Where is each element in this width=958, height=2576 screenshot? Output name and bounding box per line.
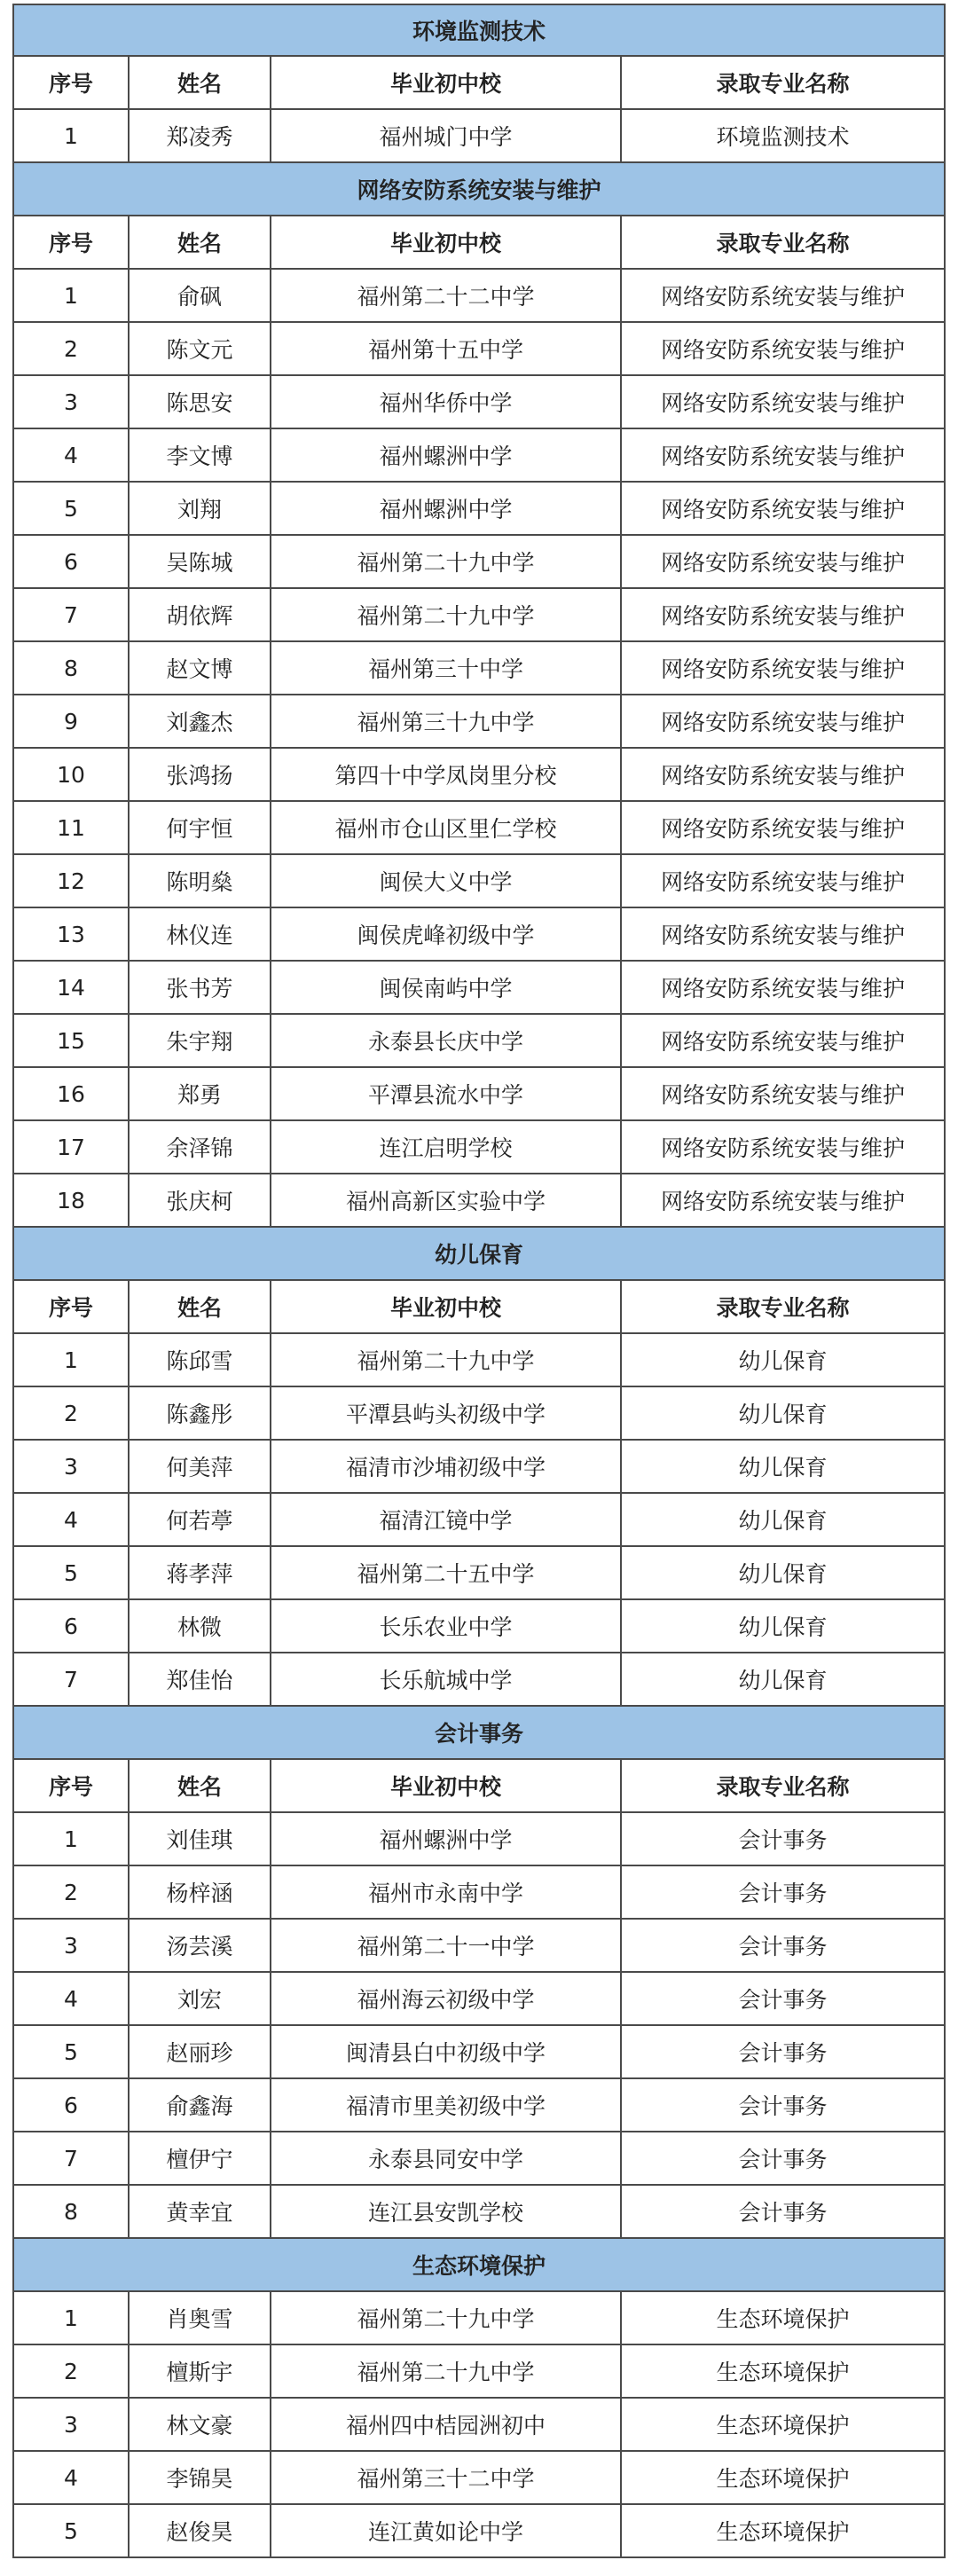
table-row [12,2505,946,2558]
index-cell: 1 [14,1334,130,1386]
major-cell: 会计事务 [738,1987,828,2013]
index-cell: 8 [14,2186,130,2237]
school-cell: 福州第二十五中学 [271,1547,622,1598]
index-cell: 1 [14,1813,130,1865]
column-header: 录取专业名称 [716,231,850,256]
index-cell: 9 [14,695,130,747]
column-header: 姓名 [130,1760,271,1811]
school-cell: 福州四中桔园洲初中 [271,2399,622,2450]
index-cell: 16 [14,1068,130,1119]
index-cell: 6 [14,536,130,587]
column-header: 毕业初中校 [271,57,622,108]
major-cell: 会计事务 [738,2147,828,2172]
name-cell: 余泽锦 [130,1121,271,1173]
column-header: 毕业初中校 [271,1760,622,1811]
major-cell: 网络安防系统安装与维护 [660,444,905,469]
school-cell: 永泰县同安中学 [271,2132,622,2184]
index-cell: 3 [14,1920,130,1971]
table-row [12,1920,946,1973]
name-cell: 朱宇翔 [130,1015,271,1066]
major-cell: 网络安防系统安装与维护 [660,1189,905,1214]
name-cell: 赵文博 [130,642,271,694]
table-row [12,1121,946,1174]
name-cell: 俞鑫海 [130,2079,271,2131]
table-row [12,1441,946,1494]
school-cell: 福州市永南中学 [271,1866,622,1918]
major-cell: 网络安防系统安装与维护 [660,284,905,310]
major-cell: 网络安防系统安装与维护 [660,497,905,522]
name-cell: 赵丽珍 [130,2026,271,2077]
school-cell: 福州第二十九中学 [271,2292,622,2344]
index-cell: 2 [14,1866,130,1918]
column-header-row [12,216,946,270]
table-row [12,110,946,163]
name-cell: 刘宏 [130,1973,271,2024]
index-cell: 3 [14,1441,130,1492]
major-cell: 网络安防系统安装与维护 [660,816,905,842]
major-cell: 网络安防系统安装与维护 [660,1082,905,1108]
name-cell: 俞砜 [130,270,271,321]
table-row [12,1653,946,1707]
school-cell: 连江黄如论中学 [271,2505,622,2556]
column-header: 毕业初中校 [271,216,622,268]
index-cell: 11 [14,802,130,853]
school-cell: 福清市沙埔初级中学 [271,1441,622,1492]
table-row [12,855,946,908]
table-row [12,2452,946,2505]
name-cell: 刘佳琪 [130,1813,271,1865]
major-cell: 幼儿保育 [738,1614,828,1640]
major-cell: 会计事务 [738,1934,828,1959]
name-cell: 张鸿扬 [130,749,271,800]
major-cell: 网络安防系统安装与维护 [660,1135,905,1161]
major-cell: 网络安防系统安装与维护 [660,923,905,948]
major-cell: 网络安防系统安装与维护 [660,603,905,629]
school-cell: 福州第三十九中学 [271,695,622,747]
school-cell: 福州城门中学 [271,110,622,161]
name-cell: 胡依辉 [130,589,271,640]
name-cell: 林微 [130,1600,271,1652]
table-row [12,1973,946,2026]
index-cell: 6 [14,1600,130,1652]
table-row [12,270,946,323]
section-title: 生态环境保护 [12,2239,946,2292]
index-cell: 5 [14,1547,130,1598]
table-row [12,429,946,483]
table-row [12,323,946,376]
major-cell: 幼儿保育 [738,1348,828,1374]
admission-list-table [12,4,946,2558]
table-row [12,2399,946,2452]
name-cell: 陈文元 [130,323,271,374]
section-title: 网络安防系统安装与维护 [12,163,946,216]
column-header-row [12,57,946,110]
index-cell: 13 [14,908,130,960]
table-row [12,589,946,642]
table-row [12,1494,946,1547]
name-cell: 林文豪 [130,2399,271,2450]
table-row [12,2132,946,2186]
major-cell: 生态环境保护 [716,2466,850,2492]
major-cell: 幼儿保育 [738,1561,828,1587]
name-cell: 檀斯宇 [130,2345,271,2397]
school-cell: 福州第二十九中学 [271,589,622,640]
table-row [12,2079,946,2132]
index-cell: 17 [14,1121,130,1173]
column-header-row [12,1760,946,1813]
column-header: 序号 [14,1281,130,1332]
school-cell: 福清市里美初级中学 [271,2079,622,2131]
name-cell: 何若葶 [130,1494,271,1545]
index-cell: 2 [14,323,130,374]
name-cell: 何美萍 [130,1441,271,1492]
table-row [12,1547,946,1600]
name-cell: 汤芸溪 [130,1920,271,1971]
index-cell: 2 [14,2345,130,2397]
index-cell: 4 [14,1494,130,1545]
school-cell: 福州螺洲中学 [271,483,622,534]
index-cell: 6 [14,2079,130,2131]
index-cell: 2 [14,1387,130,1439]
table-row [12,1015,946,1068]
index-cell: 5 [14,483,130,534]
school-cell: 福州第二十九中学 [271,1334,622,1386]
school-cell: 福州第二十一中学 [271,1920,622,1971]
name-cell: 杨梓涵 [130,1866,271,1918]
index-cell: 4 [14,2452,130,2503]
major-cell: 网络安防系统安装与维护 [660,390,905,416]
major-cell: 幼儿保育 [738,1402,828,1427]
major-cell: 会计事务 [738,2200,828,2226]
section-title: 幼儿保育 [12,1228,946,1281]
table-row [12,1600,946,1653]
column-header: 录取专业名称 [716,1774,850,1800]
column-header: 姓名 [130,216,271,268]
name-cell: 黄幸宜 [130,2186,271,2237]
major-cell: 网络安防系统安装与维护 [660,656,905,682]
school-cell: 福州第三十中学 [271,642,622,694]
index-cell: 14 [14,962,130,1013]
column-header: 录取专业名称 [716,71,850,97]
index-cell: 5 [14,2505,130,2556]
name-cell: 陈邱雪 [130,1334,271,1386]
major-cell: 会计事务 [738,1827,828,1853]
school-cell: 福清江镜中学 [271,1494,622,1545]
name-cell: 张庆柯 [130,1174,271,1226]
index-cell: 7 [14,1653,130,1705]
name-cell: 郑勇 [130,1068,271,1119]
index-cell: 3 [14,2399,130,2450]
table-row [12,908,946,962]
index-cell: 3 [14,376,130,428]
school-cell: 永泰县长庆中学 [271,1015,622,1066]
table-row [12,483,946,536]
school-cell: 闽清县白中初级中学 [271,2026,622,2077]
major-cell: 网络安防系统安装与维护 [660,763,905,789]
name-cell: 吴陈城 [130,536,271,587]
index-cell: 18 [14,1174,130,1226]
table-row [12,2026,946,2079]
school-cell: 第四十中学凤岗里分校 [271,749,622,800]
index-cell: 1 [14,2292,130,2344]
column-header: 姓名 [130,57,271,108]
name-cell: 陈鑫彤 [130,1387,271,1439]
school-cell: 长乐农业中学 [271,1600,622,1652]
table-row [12,695,946,749]
table-row [12,802,946,855]
school-cell: 福州螺洲中学 [271,1813,622,1865]
table-row [12,1334,946,1387]
major-cell: 幼儿保育 [738,1668,828,1693]
name-cell: 郑凌秀 [130,110,271,161]
school-cell: 长乐航城中学 [271,1653,622,1705]
school-cell: 闽侯大义中学 [271,855,622,907]
major-cell: 网络安防系统安装与维护 [660,1029,905,1055]
major-cell: 网络安防系统安装与维护 [660,550,905,576]
index-cell: 10 [14,749,130,800]
index-cell: 5 [14,2026,130,2077]
major-cell: 幼儿保育 [738,1508,828,1534]
school-cell: 福州海云初级中学 [271,1973,622,2024]
school-cell: 福州第十五中学 [271,323,622,374]
name-cell: 李文博 [130,429,271,481]
index-cell: 7 [14,589,130,640]
school-cell: 福州第二十九中学 [271,2345,622,2397]
major-cell: 生态环境保护 [716,2306,850,2332]
name-cell: 肖奥雪 [130,2292,271,2344]
table-row [12,2292,946,2345]
name-cell: 陈明燊 [130,855,271,907]
index-cell: 1 [14,270,130,321]
section-title: 会计事务 [12,1707,946,1760]
major-cell: 生态环境保护 [716,2413,850,2439]
school-cell: 闽侯虎峰初级中学 [271,908,622,960]
school-cell: 平潭县流水中学 [271,1068,622,1119]
school-cell: 福州市仓山区里仁学校 [271,802,622,853]
school-cell: 福州第二十九中学 [271,536,622,587]
column-header: 姓名 [130,1281,271,1332]
column-header-row [12,1281,946,1334]
name-cell: 郑佳怡 [130,1653,271,1705]
index-cell: 15 [14,1015,130,1066]
column-header: 序号 [14,1760,130,1811]
column-header: 录取专业名称 [716,1295,850,1321]
school-cell: 福州第三十二中学 [271,2452,622,2503]
major-cell: 会计事务 [738,2093,828,2119]
column-header: 毕业初中校 [271,1281,622,1332]
index-cell: 4 [14,429,130,481]
name-cell: 刘翔 [130,483,271,534]
name-cell: 檀伊宁 [130,2132,271,2184]
name-cell: 李锦昊 [130,2452,271,2503]
major-cell: 环境监测技术 [716,124,850,150]
name-cell: 蒋孝萍 [130,1547,271,1598]
major-cell: 生态环境保护 [716,2360,850,2385]
column-header: 序号 [14,57,130,108]
name-cell: 赵俊昊 [130,2505,271,2556]
name-cell: 陈思安 [130,376,271,428]
table-row [12,642,946,695]
index-cell: 7 [14,2132,130,2184]
table-row [12,376,946,429]
school-cell: 平潭县屿头初级中学 [271,1387,622,1439]
index-cell: 12 [14,855,130,907]
name-cell: 刘鑫杰 [130,695,271,747]
table-row [12,962,946,1015]
section-title: 环境监测技术 [12,4,946,57]
index-cell: 1 [14,110,130,161]
major-cell: 幼儿保育 [738,1455,828,1480]
school-cell: 福州华侨中学 [271,376,622,428]
table-row [12,1866,946,1920]
table-row [12,749,946,802]
major-cell: 网络安防系统安装与维护 [660,337,905,363]
table-row [12,1813,946,1866]
table-row [12,2186,946,2239]
school-cell: 福州第二十二中学 [271,270,622,321]
major-cell: 会计事务 [738,1881,828,1906]
name-cell: 张书芳 [130,962,271,1013]
major-cell: 网络安防系统安装与维护 [660,976,905,1001]
name-cell: 何宇恒 [130,802,271,853]
major-cell: 生态环境保护 [716,2519,850,2545]
school-cell: 连江县安凯学校 [271,2186,622,2237]
table-row [12,2345,946,2399]
table-row [12,1068,946,1121]
school-cell: 闽侯南屿中学 [271,962,622,1013]
name-cell: 林仪连 [130,908,271,960]
major-cell: 网络安防系统安装与维护 [660,869,905,895]
table-row [12,1387,946,1441]
index-cell: 8 [14,642,130,694]
major-cell: 网络安防系统安装与维护 [660,710,905,735]
school-cell: 福州螺洲中学 [271,429,622,481]
major-cell: 会计事务 [738,2040,828,2066]
table-row [12,1174,946,1228]
column-header: 序号 [14,216,130,268]
index-cell: 4 [14,1973,130,2024]
school-cell: 连江启明学校 [271,1121,622,1173]
table-row [12,536,946,589]
school-cell: 福州高新区实验中学 [271,1174,622,1226]
